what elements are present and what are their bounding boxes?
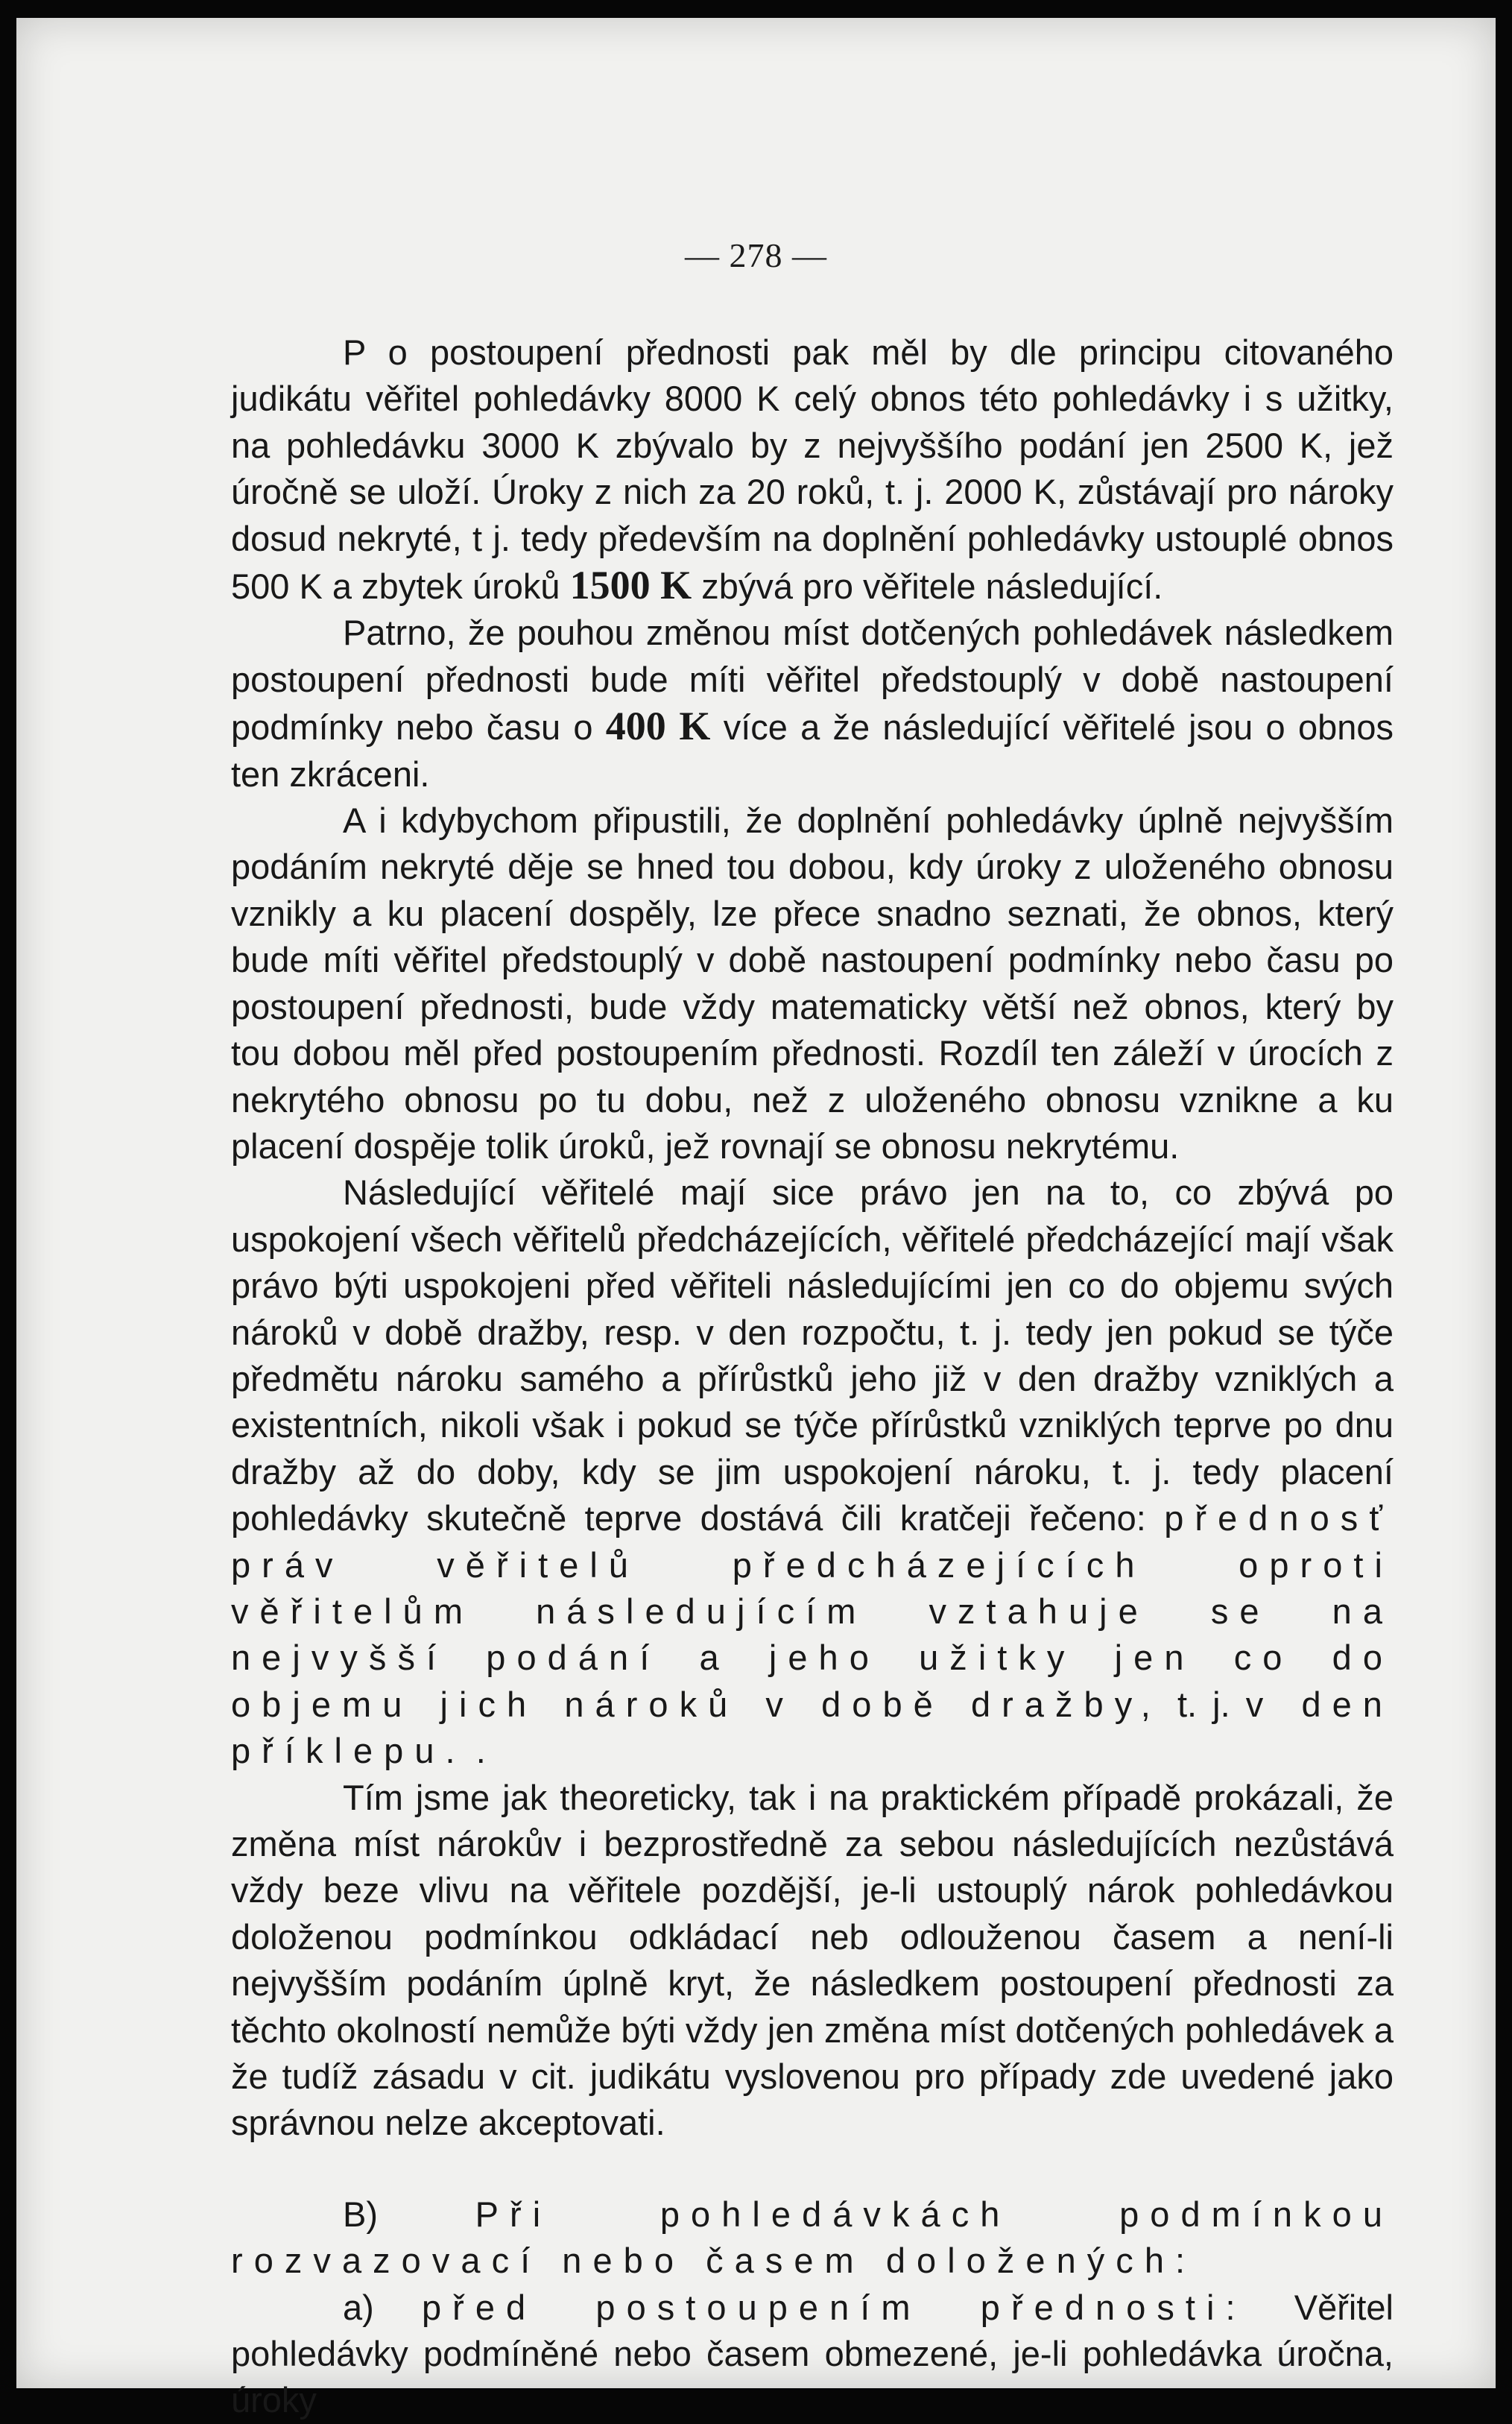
section-b-heading (231, 2191, 1394, 2285)
paragraph-4-end: . (475, 1731, 486, 1771)
paragraph-2-tail: více a že následující věřitelé jsou o obnos ten zkráceni. (231, 707, 1394, 794)
paragraph-4-emphasis-2: v den příklepu. (231, 1684, 1394, 1771)
paragraph-2 (231, 610, 1394, 798)
page-number: — 278 — (685, 236, 827, 274)
paragraph-4-emphasis: přednosť práv věřitelů předcházejících oproti věřitelům následujícím vztahuje se na nejvyšší podání a jeho užitky jen co do objemu jich nároků v době dražby, (231, 1498, 1394, 1724)
paragraph-4 (231, 1170, 1394, 1774)
paragraph-4-abbr: t. j. (1177, 1684, 1230, 1724)
paragraph-2-text: Patrno, že pouhou změnou míst dotčených pohledávek následkem postoupení přednosti bude míti věřitel předstouplý v době nastoupení podmínky nebo času o (231, 613, 1394, 748)
amount-400: 400 K (605, 704, 711, 749)
section-b-title: Při pohledávkách podmínkou rozvazovací nebo časem doložených: (231, 2194, 1394, 2281)
paragraph-3: A i kdybychom připustili, že doplnění pohledávky úplně nejvyšším podáním nekryté děje se hned tou dobou, kdy úroky z uloženého obnosu vznikly a ku placení dospěly, lze přece snadno seznati, že obnos, který bude míti věřitel předstouplý v době nastoupení podmínky nebo času po postoupení přednosti, bude vždy matematicky větší než obnos, který by tou dobou měl před postoupením přednosti. Rozdíl ten záleží v úrocích z nekrytého obnosu po tu dobu, než z uloženého obnosu vznikne a ku placení dospěje tolik úroků, jež rovnají se obnosu nekrytému. (231, 801, 1394, 1166)
amount-1500: 1500 K (569, 563, 692, 608)
paragraph-4-text: Následující věřitelé mají sice právo jen na to, co zbývá po uspokojení všech věřitelů předcházejících, věřitelé předcházející mají však právo býti uspokojeni před věřiteli následujícími jen co do objemu svých nároků v době dražby, resp. v den rozpočtu, t. j. tedy jen pokud se týče předmětu nároku samého a přírůstků jeho již v den dražby vzniklých a existentních, nikoli však i pokud se týče přírůstků vzniklých teprve po dnu dražby až do doby, kdy se jim uspokojení nároku, t. j. tedy placení pohledávky skutečně teprve dostává čili kratčeji řečeno: (231, 1172, 1394, 1538)
section-b-label: B) (343, 2194, 378, 2234)
subsection-a-title: před postoupením přednosti: (421, 2287, 1247, 2327)
subsection-a (231, 2285, 1394, 2424)
subsection-a-text: Věřitel pohledávky podmíněné nebo časem obmezené, je-li pohledávka úročna, úroky (231, 2287, 1394, 2420)
paragraph-5: Tím jsme jak theoreticky, tak i na praktickém případě prokázali, že změna míst nárokův i bezprostředně za sebou následujících nezůstává vždy beze vlivu na věřitele pozdější, je-li ustouplý nárok pohledávkou doloženou podmínkou odkládací neb odlouženou časem a není-li nejvyšším podáním úplně kryt, že následkem postoupení přednosti za těchto okolností nemůže býti vždy jen změna míst dotčených pohledávek a že tudíž zásadu v cit. judikátu vyslovenou pro případy zde uvedené jako správnou nelze akceptovati. (231, 1777, 1394, 2143)
subsection-a-label: a) (343, 2287, 374, 2327)
paragraph-1-text: P o postoupení přednosti pak měl by dle principu citovaného judikátu věřitel pohledávky 8000 K celý obnos této pohledávky i s užitky, na pohledávku 3000 K zbývalo by z nejvyššího podání jen 2500 K, jež úročně se uloží. Úroky z nich za 20 roků, t. j. 2000 K, zůstávají pro nároky dosud nekryté, t j. tedy především na doplnění pohledávky ustouplé obnos 500 K a zbytek úroků (231, 332, 1394, 607)
paragraph-1 (231, 329, 1394, 610)
paragraph-1-tail: zbývá pro věřitele následující. (701, 566, 1163, 607)
book-page (16, 18, 1496, 2420)
body-text (231, 329, 1394, 2424)
